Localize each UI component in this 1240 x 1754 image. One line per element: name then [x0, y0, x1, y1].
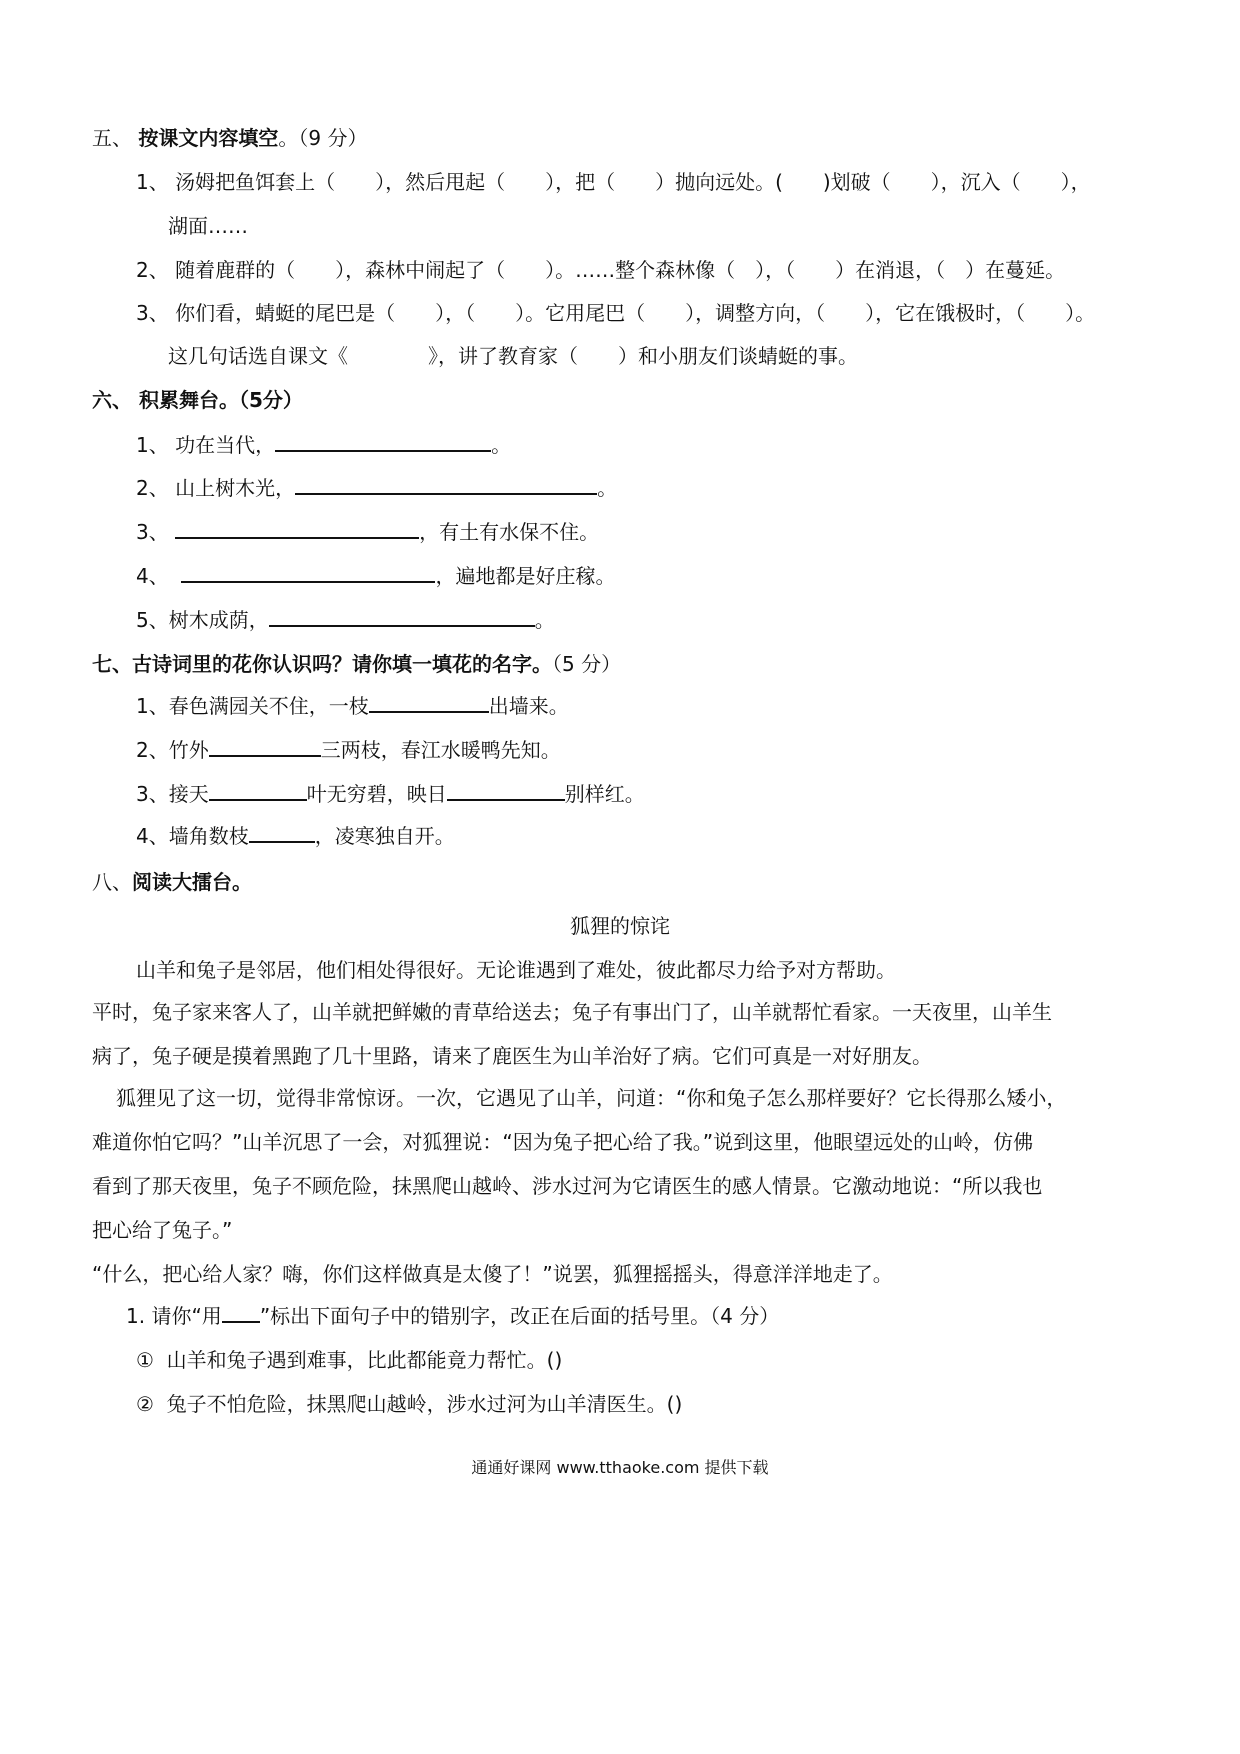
answer-blank[interactable]: [249, 823, 315, 843]
story-paragraph-line: 病了，兔子硬是摸着黑跑了几十里路，请来了鹿医生为山羊治好了病。它们可真是一对好朋友。: [92, 1044, 932, 1068]
story-paragraph-line: 狐狸见了这一切，觉得非常惊讶。一次，它遇见了山羊，问道：“你和兔子怎么那样要好？它长得那么矮小，: [116, 1086, 1067, 1110]
s5-question-3: 3、 你们看，蜻蜓的尾巴是（ ），（ ）。它用尾巴（ ），调整方向，（ ），它在饿极时，（ ）。: [136, 301, 1096, 325]
section-8-number: 八、: [92, 870, 132, 894]
s8-q1-end: ”标出下面句子中的错别字，改正在后面的括号里。（4 分）: [259, 1304, 780, 1328]
section-7-title: 七、古诗词里的花你认识吗？请你填一填花的名字。: [92, 652, 552, 676]
s6-q4-number: 4、: [136, 564, 169, 588]
s7-question-1: [136, 692, 569, 720]
s5-question-2: 2、 随着鹿群的（ ），森林中闹起了（ ）。……整个森林像（ ），（ ）在消退，（ ）在蔓延。: [136, 258, 1066, 282]
s8-question-1: [126, 1302, 779, 1330]
s7-q3-end: 别样红。: [564, 782, 645, 806]
s7-q2-end: 三两枝，春江水暖鸭先知。: [320, 738, 561, 762]
s7-q2-text: 2、竹外: [136, 738, 209, 762]
section-7-score: （5 分）: [552, 652, 622, 676]
s7-q1-end: 出墙来。: [488, 694, 569, 718]
s5-question-3-cont: 这几句话选自课文《 》，讲了教育家（ ）和小朋友们谈蜻蜓的事。: [168, 344, 858, 368]
section-5-score: 。（9 分）: [278, 126, 368, 150]
s7-q3-mid: 叶无穷碧，映日: [306, 782, 447, 806]
s6-q3-number: 3、: [136, 520, 169, 544]
s7-question-2: [136, 736, 561, 764]
answer-blank[interactable]: [295, 475, 597, 495]
answer-blank[interactable]: [269, 607, 535, 627]
section-8-heading: [92, 868, 252, 896]
s6-q3-text: ，有土有水保不住。: [419, 520, 600, 544]
section-5-title: 按课文内容填空: [138, 126, 279, 150]
section-5-number: 五、: [92, 126, 132, 150]
answer-blank[interactable]: [447, 781, 565, 801]
s7-question-3: [136, 780, 645, 808]
section-7-heading: [92, 650, 621, 678]
story-paragraph-line: 平时，兔子家来客人了，山羊就把鲜嫩的青草给送去；兔子有事出门了，山羊就帮忙看家。一天夜里，山羊生: [92, 1000, 1052, 1024]
s6-question-2: [136, 474, 617, 502]
section-5-heading: [92, 124, 367, 152]
s7-q4-end: ，凌寒独自开。: [314, 824, 455, 848]
answer-blank[interactable]: [209, 781, 307, 801]
s7-q4-text: 4、墙角数枝: [136, 824, 249, 848]
underline-mark: [222, 1303, 260, 1323]
page-footer: 通通好课网 www.tthaoke.com 提供下载: [471, 1458, 769, 1477]
story-title: 狐狸的惊诧: [570, 914, 670, 938]
story-paragraph-line: 把心给了兔子。”: [92, 1218, 233, 1242]
s5-question-1-cont: 湖面……: [168, 214, 248, 238]
s8-q1-text: 1. 请你“用: [126, 1304, 222, 1328]
s6-q5-text: 5、树木成荫，: [136, 608, 269, 632]
s6-question-5: [136, 606, 555, 634]
story-paragraph-line: 难道你怕它吗？”山羊沉思了一会，对狐狸说：“因为兔子把心给了我。”说到这里，他眼望远处的山岭，仿佛: [92, 1130, 1034, 1154]
s6-question-3: [136, 518, 599, 546]
s7-q3-text: 3、接天: [136, 782, 209, 806]
story-paragraph-line: 山羊和兔子是邻居，他们相处得很好。无论谁遇到了难处，彼此都尽力给予对方帮助。: [136, 958, 896, 982]
s6-q5-end: 。: [534, 608, 555, 632]
s8-item-2: [136, 1390, 682, 1418]
section-6-title: 六、 积累舞台。（5分）: [92, 388, 303, 412]
item-1-text: 山羊和兔子遇到难事，比此都能竟力帮忙。(): [166, 1348, 563, 1372]
s8-item-1: [136, 1346, 562, 1374]
s6-q2-end: 。: [597, 476, 618, 500]
s6-q2-text: 2、 山上树木光，: [136, 476, 296, 500]
story-paragraph-line: “什么，把心给人家？嗨，你们这样做真是太傻了！”说罢，狐狸摇摇头，得意洋洋地走了。: [92, 1262, 893, 1286]
s6-q1-end: 。: [491, 433, 512, 457]
s7-q1-text: 1、春色满园关不住，一枝: [136, 694, 369, 718]
answer-blank[interactable]: [209, 737, 321, 757]
s6-q4-text: ，遍地都是好庄稼。: [435, 564, 616, 588]
s6-q1-text: 1、 功在当代，: [136, 433, 276, 457]
section-8-title: 阅读大擂台。: [132, 870, 252, 894]
s6-question-1: [136, 431, 511, 459]
item-1-number: ①: [136, 1348, 154, 1372]
answer-blank[interactable]: [369, 693, 489, 713]
s6-question-4: [136, 562, 615, 590]
answer-blank[interactable]: [175, 519, 419, 539]
item-2-text: 兔子不怕危险，抹黑爬山越岭，涉水过河为山羊清医生。(): [166, 1392, 683, 1416]
s5-question-1: 1、 汤姆把鱼饵套上（ ），然后甩起（ ），把（ ）抛向远处。( )划破（ ），沉入（ ），: [136, 170, 1091, 194]
story-paragraph-line: 看到了那天夜里，兔子不顾危险，抹黑爬山越岭、涉水过河为它请医生的感人情景。它激动地说：“所以我也: [92, 1174, 1043, 1198]
item-2-number: ②: [136, 1392, 154, 1416]
s7-question-4: [136, 822, 455, 850]
answer-blank[interactable]: [275, 432, 491, 452]
answer-blank[interactable]: [181, 563, 435, 583]
